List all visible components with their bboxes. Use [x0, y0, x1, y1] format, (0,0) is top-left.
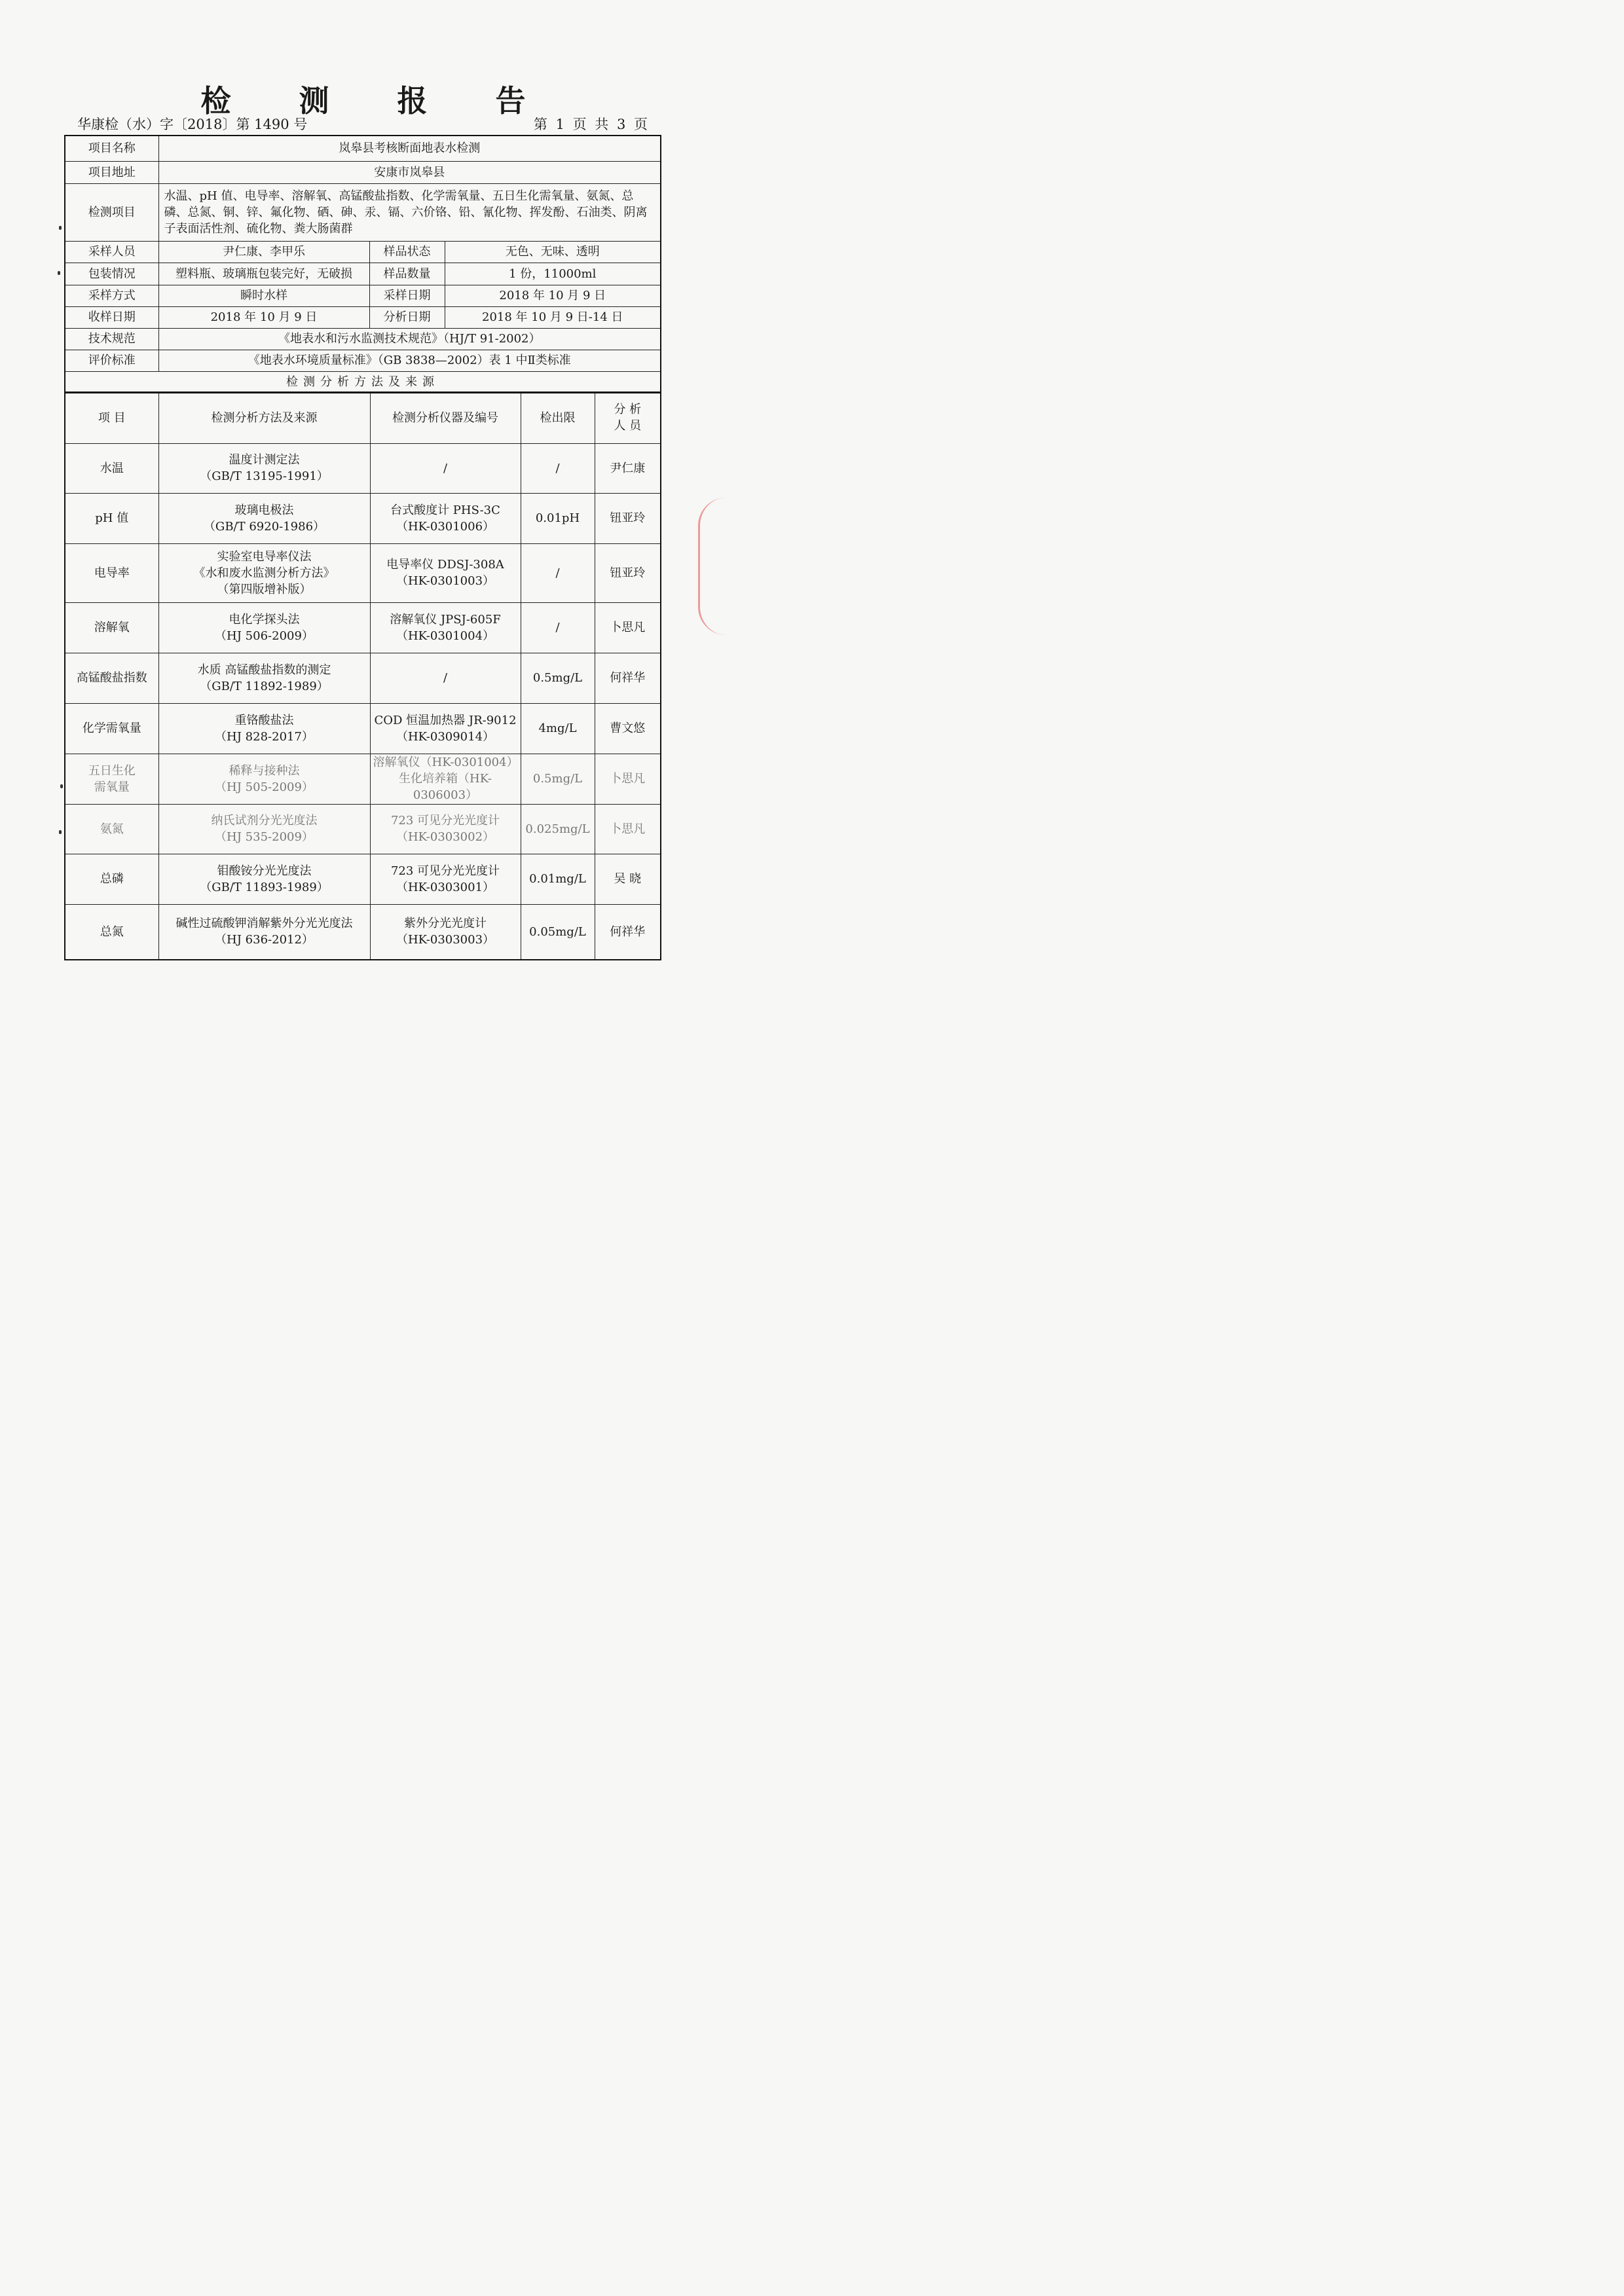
eval-std-label: 评价标准 [65, 350, 158, 371]
method-line: （GB/T 11893-1989） [200, 880, 329, 894]
tech-spec-value: 《地表水和污水监测技术规范》（HJ/T 91-2002） [158, 328, 661, 350]
row-method [158, 904, 370, 960]
packaging-value: 塑料瓶、玻璃瓶包装完好，无破损 [158, 263, 369, 285]
red-seal-stamp-edge [698, 498, 726, 635]
row-instrument [370, 754, 521, 804]
row-item: pH 值 [65, 493, 158, 543]
page-info: 第 1 页 共 3 页 [533, 117, 648, 132]
method-line: 重铬酸盐法 [234, 713, 294, 727]
table-row [65, 653, 661, 703]
row-analyst: 尹仁康 [595, 443, 661, 493]
row-analyst: 吴 晓 [595, 854, 661, 904]
header-method: 检测分析方法及来源 [158, 392, 370, 443]
row-item: 电导率 [65, 543, 158, 602]
row-item: 高锰酸盐指数 [65, 653, 158, 703]
project-name-value: 岚皋县考核断面地表水检测 [158, 136, 661, 161]
test-items-value: 水温、pH 值、电导率、溶解氧、高锰酸盐指数、化学需氧量、五日生化需氧量、氨氮、总磷、总氮、铜、锌、氟化物、硒、砷、汞、镉、六价铬、铅、氰化物、挥发酚、石油类、阴离子表面活性剂、硫化物、粪大肠菌群 [158, 183, 661, 241]
methods-table [64, 392, 661, 960]
row-method [158, 653, 370, 703]
table-row [65, 493, 661, 543]
method-line: 温度计测定法 [229, 453, 300, 467]
methods-rows [65, 443, 661, 960]
method-line: 钼酸铵分光光度法 [217, 864, 312, 878]
instrument-line: 生化培养箱（HK-0306003） [399, 772, 492, 802]
method-line: 玻璃电极法 [234, 503, 294, 517]
instrument-line: （HK-0301004） [396, 629, 495, 643]
table-row [65, 904, 661, 960]
row-item: 氨氮 [65, 804, 158, 854]
item-line: 需氧量 [94, 780, 130, 794]
row-method [158, 754, 370, 804]
row-analyst: 曹文悠 [595, 703, 661, 754]
method-line: 碱性过硫酸钾消解紫外分光光度法 [175, 917, 353, 931]
row-method [158, 543, 370, 602]
row-limit: / [521, 443, 595, 493]
sample-qty-label: 样品数量 [369, 263, 445, 285]
row-analyst: 卜思凡 [595, 804, 661, 854]
table-row [65, 602, 661, 653]
row-analyst: 钮亚玲 [595, 543, 661, 602]
method-line: （HJ 506-2009） [215, 629, 314, 643]
header-limit: 检出限 [521, 392, 595, 443]
project-address-label: 项目地址 [65, 161, 158, 183]
binding-hole-mark [59, 226, 62, 230]
row-limit: / [521, 543, 595, 602]
row-instrument: / [370, 653, 521, 703]
header-analyst-line1: 分 析 [614, 403, 642, 417]
method-line: （GB/T 11892-1989） [200, 679, 329, 693]
instrument-line: 电导率仪 DDSJ-308A [386, 558, 504, 572]
instrument-line: （HK-0309014） [396, 729, 495, 744]
row-analyst: 钮亚玲 [595, 493, 661, 543]
table-row [65, 804, 661, 854]
report-table [64, 135, 661, 393]
item-line: 五日生化 [88, 763, 136, 778]
row-instrument [370, 543, 521, 602]
row-method [158, 804, 370, 854]
instrument-line: （HK-0301006） [396, 519, 495, 534]
row-instrument [370, 854, 521, 904]
method-line: 稀释与接种法 [229, 763, 300, 778]
row-limit: 0.01pH [521, 493, 595, 543]
packaging-label: 包装情况 [65, 263, 158, 285]
row-limit: 0.05mg/L [521, 904, 595, 960]
table-row [65, 543, 661, 602]
row-method [158, 854, 370, 904]
row-item [65, 754, 158, 804]
sample-state-value: 无色、无味、透明 [445, 241, 661, 263]
method-line: （HJ 505-2009） [215, 780, 314, 794]
eval-std-value: 《地表水环境质量标准》（GB 3838—2002）表 1 中Ⅱ类标准 [158, 350, 661, 371]
tech-spec-label: 技术规范 [65, 328, 158, 350]
header-analyst-line2: 人 员 [614, 419, 642, 433]
row-method [158, 493, 370, 543]
sampling-method-value: 瞬时水样 [158, 285, 369, 306]
info-section [65, 136, 661, 393]
row-limit: / [521, 602, 595, 653]
instrument-line: 台式酸度计 PHS-3C [390, 503, 500, 517]
instrument-line: 723 可见分光光度计 [390, 814, 500, 828]
sampler-value: 尹仁康、李甲乐 [158, 241, 369, 263]
row-analyst: 卜思凡 [595, 602, 661, 653]
method-line: （HJ 636-2012） [215, 933, 314, 947]
instrument-line: COD 恒温加热器 JR-9012 [374, 713, 517, 727]
report-title: 检 测 报 告 [200, 83, 555, 118]
row-instrument [370, 493, 521, 543]
row-method [158, 703, 370, 754]
binding-hole-mark [60, 784, 63, 788]
row-item: 化学需氧量 [65, 703, 158, 754]
method-line: 纳氏试剂分光光度法 [211, 814, 318, 828]
sample-qty-value: 1 份，11000ml [445, 263, 661, 285]
row-limit: 0.5mg/L [521, 754, 595, 804]
row-method [158, 602, 370, 653]
method-line: （GB/T 13195-1991） [200, 469, 329, 483]
method-line: （第四版增补版） [217, 582, 312, 596]
instrument-line: 溶解氧仪 JPSJ-605F [390, 612, 501, 627]
project-address-value: 安康市岚皋县 [158, 161, 661, 183]
row-instrument: / [370, 443, 521, 493]
sampler-label: 采样人员 [65, 241, 158, 263]
instrument-line: 723 可见分光光度计 [390, 864, 500, 878]
sample-state-label: 样品状态 [369, 241, 445, 263]
analysis-date-value: 2018 年 10 月 9 日-14 日 [445, 306, 661, 328]
method-line: 《水和废水监测分析方法》 [193, 566, 335, 580]
project-name-label: 项目名称 [65, 136, 158, 161]
row-instrument [370, 904, 521, 960]
row-limit: 0.025mg/L [521, 804, 595, 854]
instrument-line: （HK-0301003） [396, 574, 495, 588]
method-line: 电化学探头法 [229, 612, 300, 627]
row-item: 水温 [65, 443, 158, 493]
binding-hole-mark [58, 271, 60, 275]
receive-date-label: 收样日期 [65, 306, 158, 328]
method-line: 水质 高锰酸盐指数的测定 [197, 663, 331, 677]
row-analyst: 卜思凡 [595, 754, 661, 804]
header-analyst [595, 392, 661, 443]
methods-section-title: 检测分析方法及来源 [65, 371, 661, 393]
receive-date-value: 2018 年 10 月 9 日 [158, 306, 369, 328]
method-line: （HJ 828-2017） [215, 729, 314, 744]
header-item: 项 目 [65, 392, 158, 443]
row-instrument [370, 602, 521, 653]
row-analyst: 何祥华 [595, 904, 661, 960]
table-row [65, 703, 661, 754]
method-line: （HJ 535-2009） [215, 830, 314, 844]
row-item: 总氮 [65, 904, 158, 960]
row-method [158, 443, 370, 493]
row-analyst: 何祥华 [595, 653, 661, 703]
sampling-date-value: 2018 年 10 月 9 日 [445, 285, 661, 306]
instrument-line: （HK-0303003） [396, 933, 495, 947]
test-items-label: 检测项目 [65, 183, 158, 241]
row-instrument [370, 703, 521, 754]
instrument-line: 紫外分光光度计 [404, 917, 487, 931]
table-row [65, 443, 661, 493]
row-limit: 4mg/L [521, 703, 595, 754]
methods-header [65, 392, 661, 443]
row-limit: 0.5mg/L [521, 653, 595, 703]
method-line: （GB/T 6920-1986） [203, 519, 325, 534]
table-row [65, 854, 661, 904]
analysis-date-label: 分析日期 [369, 306, 445, 328]
table-row [65, 754, 661, 804]
sampling-method-label: 采样方式 [65, 285, 158, 306]
instrument-line: （HK-0303002） [396, 830, 495, 844]
row-item: 溶解氧 [65, 602, 158, 653]
method-line: 实验室电导率仪法 [217, 549, 312, 564]
header-instrument: 检测分析仪器及编号 [370, 392, 521, 443]
instrument-line: （HK-0303001） [396, 880, 495, 894]
row-instrument [370, 804, 521, 854]
row-limit: 0.01mg/L [521, 854, 595, 904]
row-item: 总磷 [65, 854, 158, 904]
document-number: 华康检（水）字〔2018〕第 1490 号 [77, 117, 308, 132]
sampling-date-label: 采样日期 [369, 285, 445, 306]
binding-hole-mark [59, 830, 62, 834]
instrument-line: 溶解氧仪（HK-0301004） [373, 756, 519, 769]
